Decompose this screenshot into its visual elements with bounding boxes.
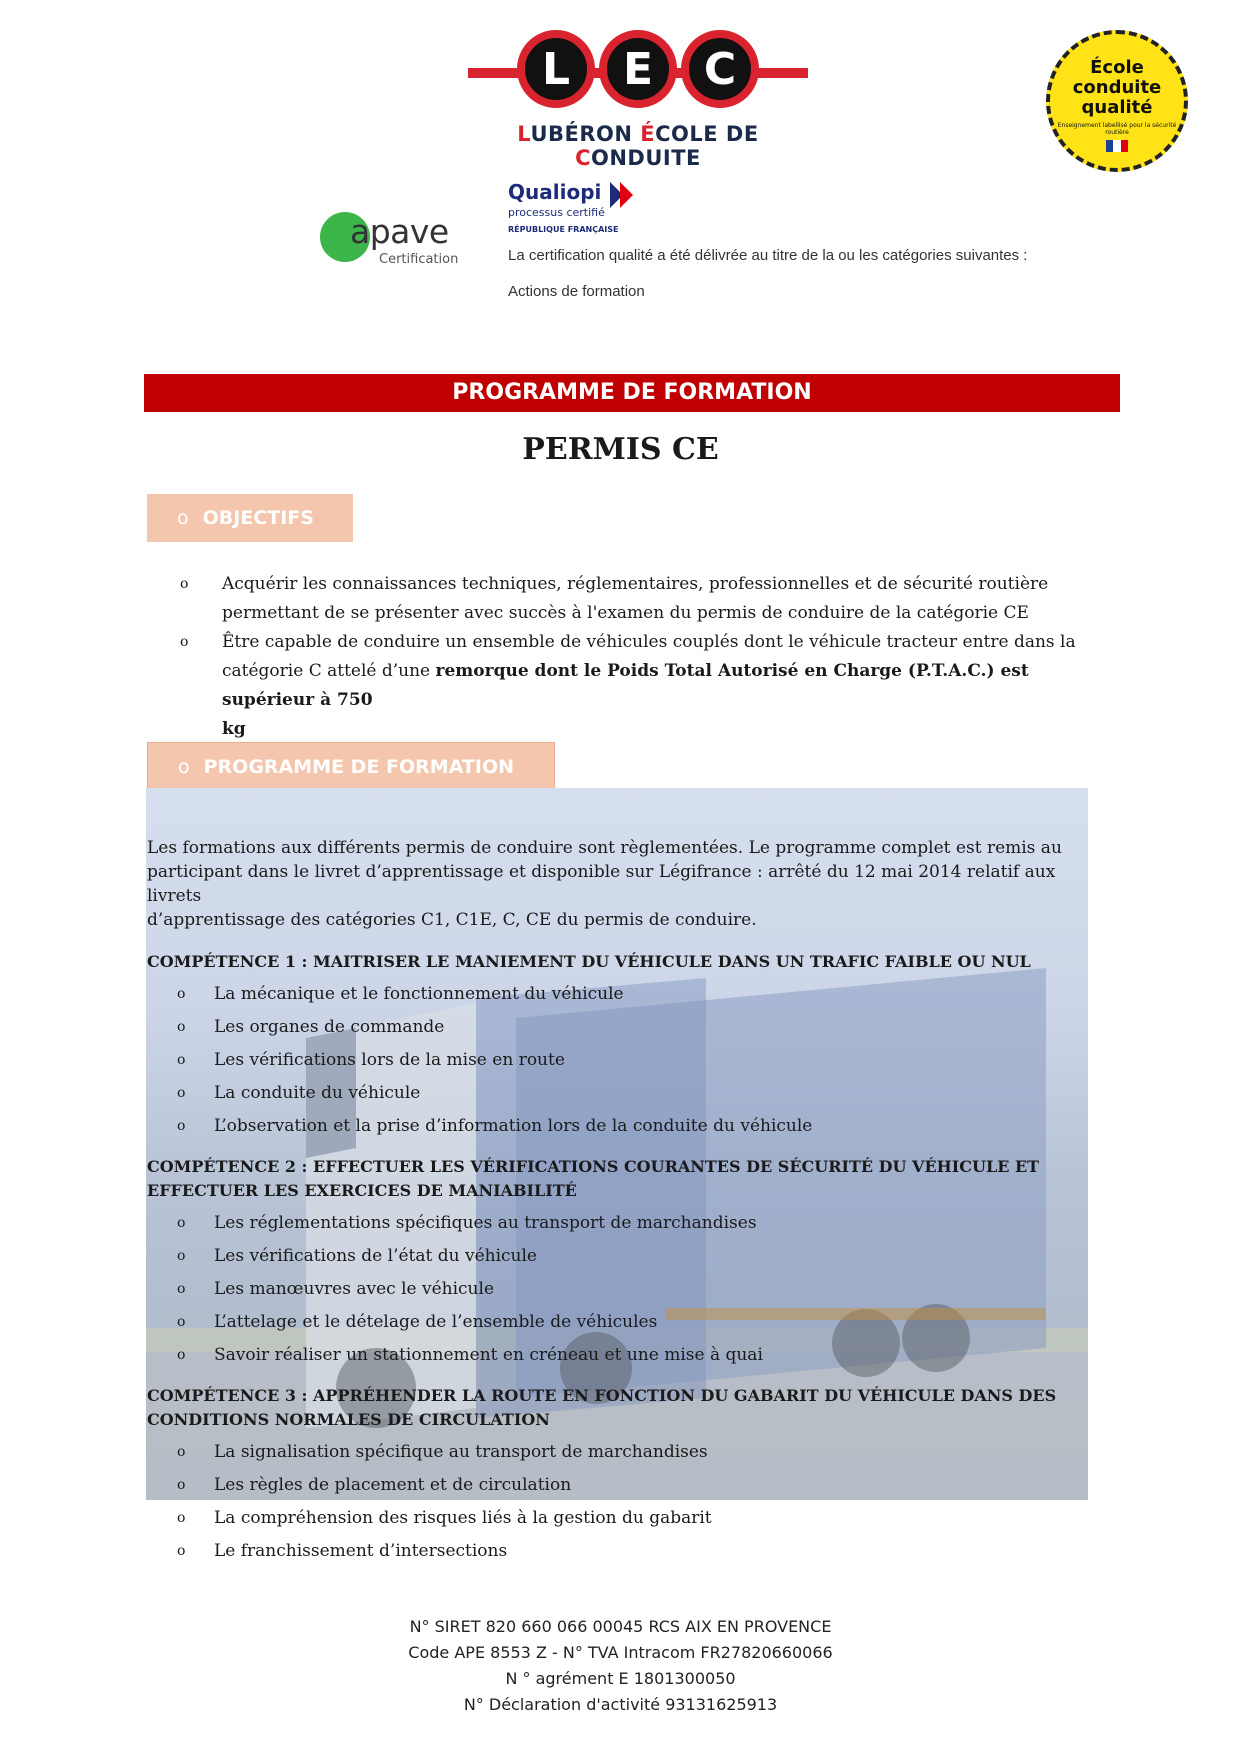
list-item-text: L’observation et la prise d’information lors de la conduite du véhicule [214,1116,813,1136]
footer-line: Code APE 8553 Z - N° TVA Intracom FR27820660066 [408,1643,833,1662]
qualiopi-brand: Qualiopi [508,180,602,204]
list-item [147,1077,1107,1110]
competence-list [147,1207,1107,1372]
programme-banner: PROGRAMME DE FORMATION [144,374,1120,412]
list-item-text: La conduite du véhicule [214,1083,421,1103]
list-bullet: o [180,576,189,592]
objectifs-list [180,570,1120,744]
list-bullet: o [180,634,189,650]
objectifs-tag-label: OBJECTIFS [202,507,314,529]
section-bullet: o [178,756,190,778]
list-item-text: La compréhension des risques liés à la gestion du gabarit [214,1508,712,1528]
list-bullet: o [177,1510,186,1526]
ecole-conduite-qualite-badge [1046,30,1188,172]
list-item [147,1339,1107,1372]
footer-line: N° SIRET 820 660 066 00045 RCS AIX EN PROVENCE [409,1617,832,1636]
list-item-text: Les vérifications de l’état du véhicule [214,1246,537,1266]
objectif-line [222,715,1120,744]
badge-subtitle: Enseignement labellisé pour la sécurité routière [1057,122,1177,136]
list-bullet: o [177,1019,186,1035]
list-item-text: L’attelage et le dételage de l’ensemble de véhicules [214,1312,658,1332]
lec-name-part: UBÉRON [530,122,641,146]
list-bullet: o [177,1314,186,1330]
qualiopi-subtitle: processus certifié [508,205,605,219]
lec-letter-l: L [517,30,595,108]
list-item [147,1469,1107,1502]
lec-logo-circles [468,30,808,108]
competence-title: COMPÉTENCE 1 : MAITRISER LE MANIEMENT DU VÉHICULE DANS UN TRAFIC FAIBLE OU NUL [147,952,1031,971]
list-bullet: o [177,1248,186,1264]
objectif-item [180,570,1120,628]
list-item [147,1110,1107,1143]
list-item [147,1011,1107,1044]
qualiopi-logo [508,180,768,234]
competence-title: COMPÉTENCE 2 : EFFECTUER LES VÉRIFICATIONS COURANTES DE SÉCURITÉ DU VÉHICULE ET [147,1157,1040,1176]
list-item-text: Le franchissement d’intersections [214,1541,508,1561]
list-item-text: Les vérifications lors de la mise en route [214,1050,565,1070]
competence-title: EFFECTUER LES EXERCICES DE MANIABILITÉ [147,1181,577,1200]
list-item [147,1436,1107,1469]
competence-title: CONDITIONS NORMALES DE CIRCULATION [147,1410,550,1429]
competence-list [147,1436,1107,1568]
apave-word: apave [350,212,449,251]
list-item-text: La mécanique et le fonctionnement du véhicule [214,984,624,1004]
competence-1 [147,950,1107,1143]
objectif-text-bold: remorque dont le Poids Total Autorisé en Charge (P.T.A.C.) est supérieur à 750 [222,661,1029,710]
list-bullet: o [177,1085,186,1101]
competence-2 [147,1155,1107,1372]
list-item [147,1240,1107,1273]
objectif-text: permettant de se présenter avec succès à l'examen du permis de conduire de la catégorie CE [222,603,1029,623]
page-title: PERMIS CE [522,432,719,467]
intro-line: Les formations aux différents permis de conduire sont règlementées. Le programme complet est remis au [147,838,1062,858]
list-bullet: o [177,1052,186,1068]
competence-3 [147,1384,1107,1568]
competence-list [147,978,1107,1143]
list-bullet: o [177,1477,186,1493]
objectif-line [222,657,1120,715]
objectifs-section-tag [147,494,353,542]
programme-tag-label: PROGRAMME DE FORMATION [203,756,515,778]
lec-name-part: C [575,146,591,170]
section-bullet: o [177,507,189,529]
list-item-text: Les règles de placement et de circulation [214,1475,572,1495]
lec-letter-c: C [681,30,759,108]
list-bullet: o [177,1543,186,1559]
programme-body [147,836,1107,1580]
list-item [147,1044,1107,1077]
objectif-text: Être capable de conduire un ensemble de véhicules couplés dont le véhicule tracteur entre dans la [222,632,1076,652]
list-item-text: Les réglementations spécifiques au transport de marchandises [214,1213,757,1233]
list-item-text: Les manœuvres avec le véhicule [214,1279,495,1299]
list-bullet: o [177,1215,186,1231]
competence-title: COMPÉTENCE 3 : APPRÉHENDER LA ROUTE EN FONCTION DU GABARIT DU VÉHICULE DANS DES [147,1386,1057,1405]
objectif-line [222,628,1120,657]
french-flag-icon [1106,140,1128,152]
footer-line: N ° agrément E 1801300050 [505,1669,736,1688]
list-bullet: o [177,1347,186,1363]
lec-name-part: É [640,122,656,146]
certification-statement: La certification qualité a été délivrée au titre de la ou les catégories suivantes : [508,247,1028,264]
programme-section-tag [147,742,555,790]
lec-school-name [468,122,808,170]
lec-letter-e: E [599,30,677,108]
list-bullet: o [177,1281,186,1297]
list-item [147,1207,1107,1240]
lec-name-part: ONDUITE [591,146,701,170]
republique-francaise-label: RÉPUBLIQUE FRANÇAISE [508,224,619,234]
intro-line: d’apprentissage des catégories C1, C1E, C, CE du permis de conduire. [147,910,757,930]
list-item [147,978,1107,1011]
objectif-text-bold: kg [222,719,246,739]
list-item-text: Les organes de commande [214,1017,445,1037]
objectif-text: catégorie C attelé d’une [222,661,436,681]
list-item-text: La signalisation spécifique au transport de marchandises [214,1442,708,1462]
footer-line: N° Déclaration d'activité 93131625913 [463,1695,778,1714]
list-bullet: o [177,986,186,1002]
lec-name-part: COLE DE [655,122,759,146]
qualiopi-arrows-icon [610,182,640,208]
objectif-text: Acquérir les connaissances techniques, réglementaires, professionnelles et de sécurité routière [222,574,1049,594]
programme-intro [147,836,1107,932]
list-item [147,1502,1107,1535]
footer [0,1614,1241,1718]
badge-title: École conduite qualité [1072,57,1162,118]
list-item [147,1273,1107,1306]
objectif-item [180,628,1120,744]
list-item [147,1306,1107,1339]
apave-certification-label: Certification [379,252,459,267]
list-bullet: o [177,1118,186,1134]
list-item-text: Savoir réaliser un stationnement en créneau et une mise à quai [214,1345,763,1365]
intro-line: participant dans le livret d’apprentissage et disponible sur Légifrance : arrêté du 12 mai 2014 relatif aux livrets [147,862,1056,906]
list-item [147,1535,1107,1568]
lec-name-part: L [517,122,531,146]
apave-logo [320,208,470,270]
certification-category: Actions de formation [508,283,645,300]
objectif-line [222,570,1120,599]
objectif-line [222,599,1120,628]
lec-logo [468,30,808,170]
list-bullet: o [177,1444,186,1460]
